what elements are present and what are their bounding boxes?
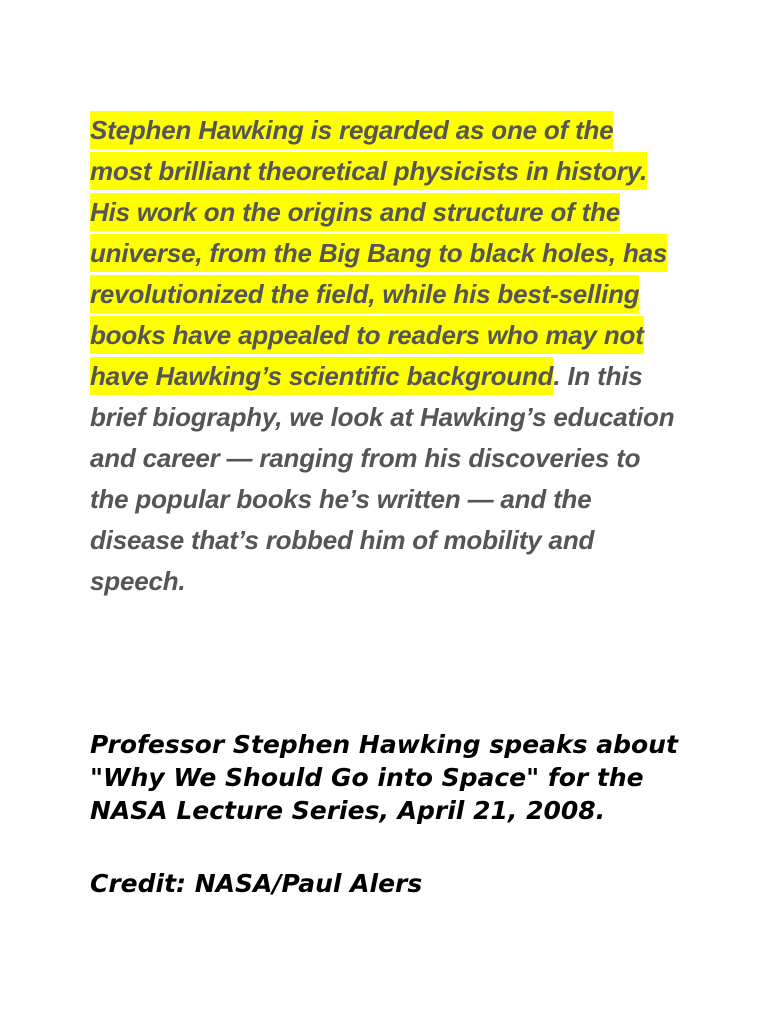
highlighted-text: Stephen Hawking is regarded as one of the most brilliant theoretical physicists in history. His work on the origins and structure of the universe, from the Big Bang to black holes, has revolutionized the field, while his best-selling books have appealed to readers who may not have Hawking’s scientific background — [90, 111, 667, 395]
intro-body-text: . In this brief biography, we look at Hawking’s education and career — ranging from his discoveries to the popular books he’s written — and the disease that’s robbed him of mobility and speech. — [90, 361, 675, 596]
intro-paragraph — [90, 110, 680, 602]
photo-caption: Professor Stephen Hawking speaks about "Why We Should Go into Space" for the NASA Lecture Series, April 21, 2008. — [90, 730, 678, 825]
photo-credit: Credit: NASA/Paul Alers — [90, 869, 423, 898]
